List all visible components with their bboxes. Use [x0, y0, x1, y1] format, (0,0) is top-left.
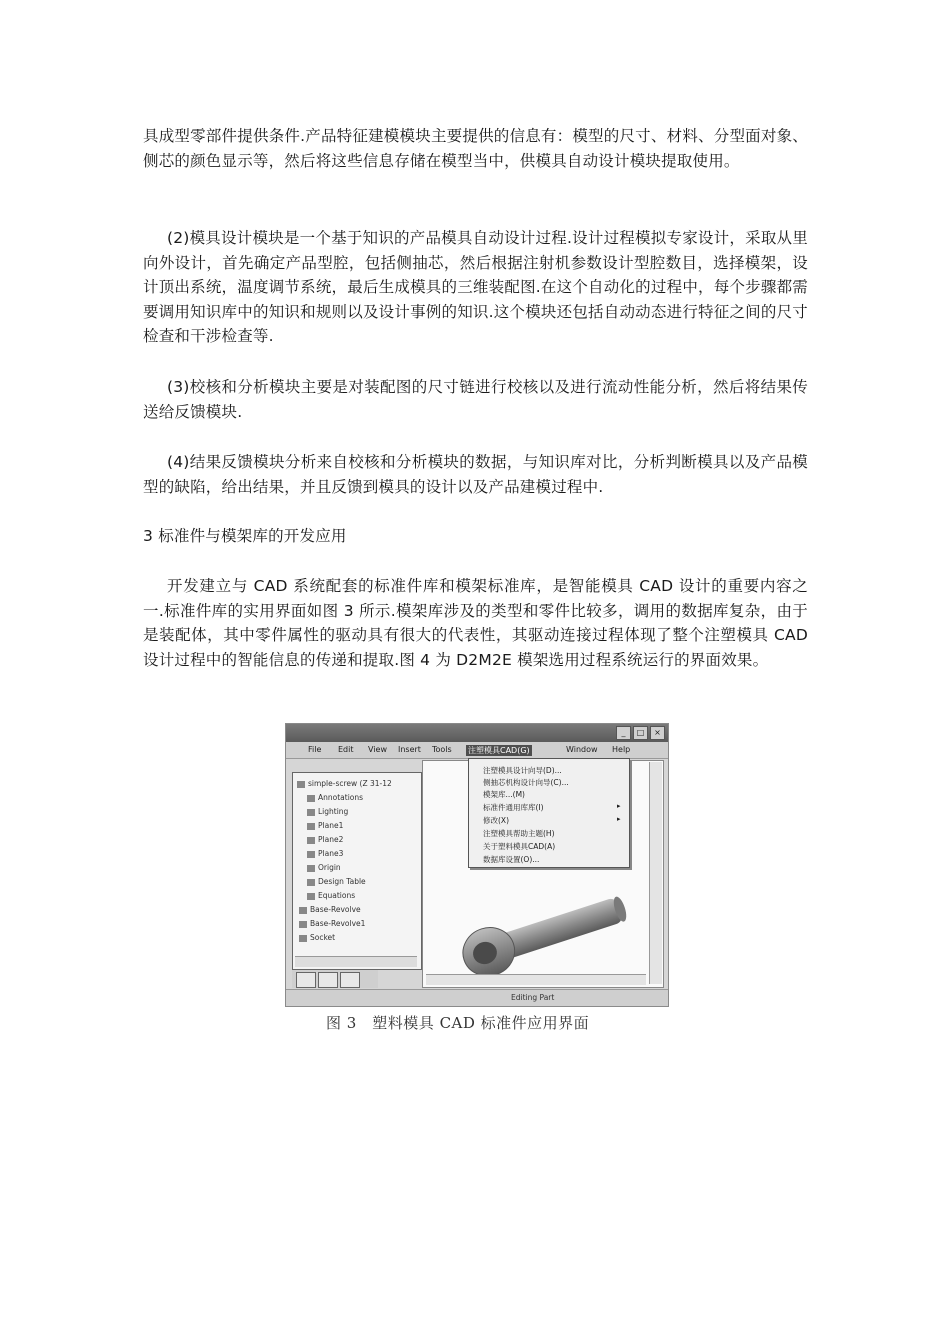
tree-item-origin[interactable]: [307, 863, 341, 872]
socket-icon: [299, 935, 307, 942]
tree-item-label: Base-Revolve1: [310, 919, 366, 928]
tree-item-label: Origin: [318, 863, 341, 872]
tree-item-root[interactable]: [297, 779, 392, 788]
menu-window[interactable]: Window: [566, 745, 598, 754]
status-text: Editing Part: [511, 993, 555, 1002]
tree-item-label: Lighting: [318, 807, 349, 816]
table-icon: [307, 879, 315, 886]
revolve-icon: [299, 907, 307, 914]
panel-tabs: [292, 970, 378, 988]
tree-item-base-revolve[interactable]: [299, 905, 361, 914]
mold-cad-dropdown-menu: [468, 758, 630, 868]
status-bar: [286, 989, 668, 1006]
tree-item-equations[interactable]: [307, 891, 355, 900]
paragraph-product-feature: 具成型零部件提供条件.产品特征建模模块主要提供的信息有：模型的尺寸、材料、分型面对象、侧芯的颜色显示等，然后将这些信息存储在模型当中，供模具自动设计模块提取使用。: [143, 127, 808, 170]
tree-item-label: Plane2: [318, 835, 344, 844]
tree-item-label: Design Table: [318, 877, 366, 886]
section-heading: 3 标准件与模架库的开发应用: [143, 527, 347, 545]
menu-mold-cad[interactable]: 注塑模具CAD(G): [468, 746, 530, 755]
tree-item-label: Socket: [310, 933, 336, 942]
submenu-arrow-icon: ▸: [617, 802, 621, 810]
tree-item-lighting[interactable]: [307, 807, 348, 816]
close-icon[interactable]: ×: [650, 726, 665, 740]
paragraph-standard-parts: 开发建立与 CAD 系统配套的标准件库和模架标准库，是智能模具 CAD 设计的重要内容之一.标准件库的实用界面如图 3 所示.模架库涉及的类型和零件比较多，调用的数据库复杂，由于是装配体，其中零件属性的驱动具有很大的代表性，其驱动连接过程体现了整个注塑模具 CAD 设计过程中的智能信息的传递和提取.图 4 为 D2M2E 模架选用过程系统运行的界面效果。: [143, 577, 808, 669]
feature-tree-panel: [292, 772, 422, 970]
tab-property-manager[interactable]: [318, 972, 338, 988]
menu-item-mold-base-library[interactable]: 模架库...(M): [483, 790, 525, 799]
menu-item-about[interactable]: 关于塑料模具CAD(A): [483, 842, 556, 851]
equation-icon: [307, 893, 315, 900]
tree-item-plane1[interactable]: [307, 821, 343, 830]
viewport-horizontal-scrollbar[interactable]: [426, 974, 646, 985]
menu-item-mold-wizard[interactable]: 注塑模具设计向导(D)...: [483, 766, 562, 775]
minimize-icon[interactable]: _: [616, 726, 631, 740]
menu-help[interactable]: Help: [612, 745, 631, 754]
viewport-vertical-scrollbar[interactable]: [649, 762, 662, 984]
menu-item-modify[interactable]: 修改(X): [483, 816, 509, 825]
tree-item-socket[interactable]: [299, 933, 335, 942]
figure-cad-screenshot: [285, 723, 669, 1007]
tree-item-label: Annotations: [318, 793, 364, 802]
plane-icon: [307, 823, 315, 830]
window-titlebar: [286, 724, 668, 742]
tab-config-manager[interactable]: [340, 972, 360, 988]
tree-item-label: Plane1: [318, 821, 344, 830]
part-icon: [297, 781, 305, 788]
menu-item-help-topics[interactable]: 注塑模具帮助主题(H): [483, 829, 555, 838]
paragraph-mold-design-module: (2)模具设计模块是一个基于知识的产品模具自动设计过程.设计过程模拟专家设计，采取从里向外设计，首先确定产品型腔，包括侧抽芯，然后根据注射机参数设计型腔数目，选择模架，设计顶出系统，温度调节系统，最后生成模具的三维装配图.在这个自动化的过程中，每个步骤都需要调用知识库中的知识和规则以及设计事例的知识.这个模块还包括自动动态进行特征之间的尺寸检查和干涉检查等.: [143, 229, 808, 345]
menu-item-database-settings[interactable]: 数据库设置(O)...: [483, 855, 540, 864]
menu-insert[interactable]: Insert: [398, 745, 421, 754]
menu-tools[interactable]: Tools: [432, 745, 452, 754]
plane-icon: [307, 851, 315, 858]
tree-item-label: simple-screw (Z 31-12: [308, 779, 392, 788]
window-controls: [616, 726, 665, 740]
menu-file[interactable]: File: [308, 745, 322, 754]
tree-item-label: Base-Revolve: [310, 905, 361, 914]
tree-item-design-table[interactable]: [307, 877, 366, 886]
tree-item-label: Plane3: [318, 849, 344, 858]
paragraph-check-analysis-module: (3)校核和分析模块主要是对装配图的尺寸链进行校核以及进行流动性能分析，然后将结果传送给反馈模块.: [143, 378, 808, 421]
revolve-icon: [299, 921, 307, 928]
menu-item-standard-parts-library[interactable]: 标准件通用库库(I): [483, 803, 544, 812]
paragraph-feedback-module: (4)结果反馈模块分析来自校核和分析模块的数据，与知识库对比，分析判断模具以及产品模型的缺陷，给出结果，并且反馈到模具的设计以及产品建模过程中.: [143, 453, 808, 496]
annotation-icon: [307, 795, 315, 802]
plane-icon: [307, 837, 315, 844]
figure-caption: 图 3 塑料模具 CAD 标准件应用界面: [326, 1014, 590, 1032]
tree-item-plane2[interactable]: [307, 835, 343, 844]
tree-item-annotations[interactable]: [307, 793, 363, 802]
origin-icon: [307, 865, 315, 872]
submenu-arrow-icon: ▸: [617, 815, 621, 823]
lighting-icon: [307, 809, 315, 816]
menu-bar: [286, 742, 668, 759]
tree-item-base-revolve1[interactable]: [299, 919, 365, 928]
tree-horizontal-scrollbar[interactable]: [295, 956, 417, 967]
menu-item-side-core-wizard[interactable]: 侧抽芯机构设计向导(C)...: [483, 778, 569, 787]
tab-feature-manager[interactable]: [296, 972, 316, 988]
tree-item-plane3[interactable]: [307, 849, 343, 858]
menu-edit[interactable]: Edit: [338, 745, 354, 754]
tree-item-label: Equations: [318, 891, 356, 900]
maximize-icon[interactable]: □: [633, 726, 648, 740]
menu-view[interactable]: View: [368, 745, 387, 754]
